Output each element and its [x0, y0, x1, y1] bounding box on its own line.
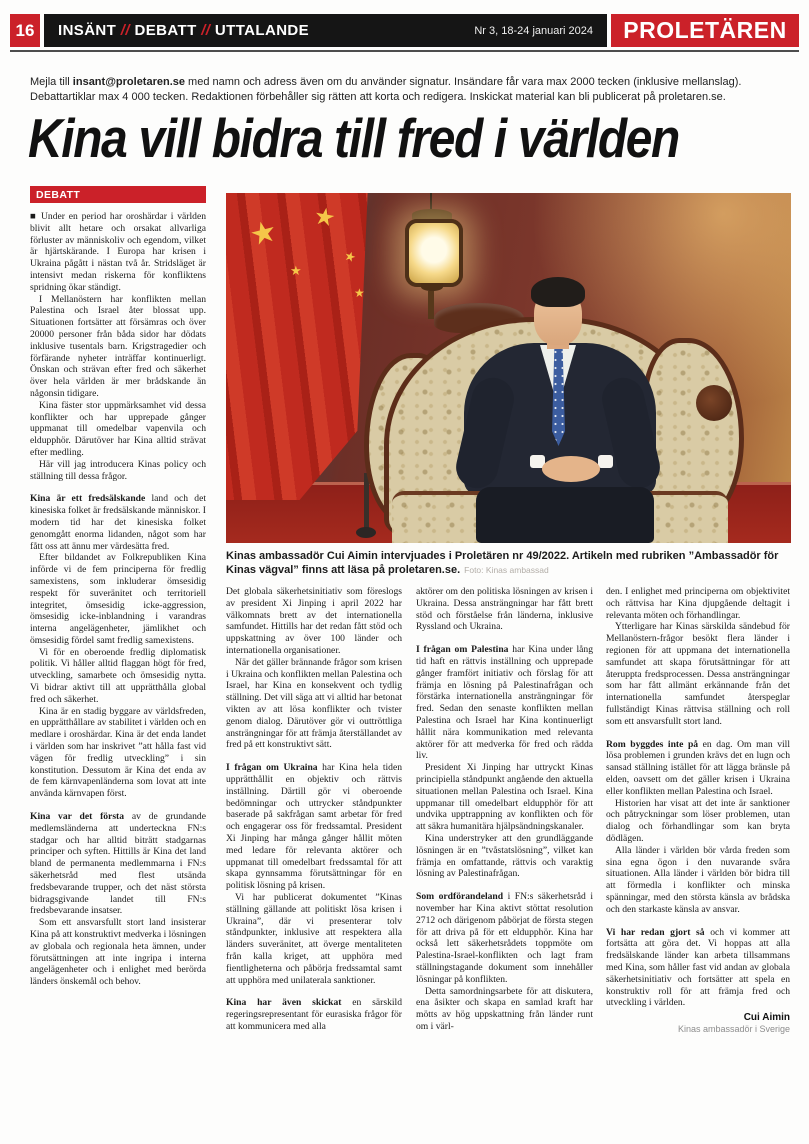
paragraph-lead: I frågan om Ukraina [226, 762, 318, 774]
byline [606, 1012, 790, 1036]
photo-ambassador-hands [542, 456, 600, 482]
article-paragraph: Kina understryker att den grundläggande lösningen är en ”tvåstatslösning”, vilket kan främja en omfattande, rättvis och varaktig lösning av Palestinafrågan. [416, 832, 593, 880]
submission-note [30, 75, 782, 104]
article-paragraph: Rom byggdes inte på en dag. Om man vill lösa problemen i grunden krävs det en lugn och sansad ställning istället för att lägga bränsle på elden, oavsett om det gäller krisen i Ukraina eller konflikten mellan Palestina och Israel. [606, 738, 790, 797]
article-photo [226, 193, 791, 543]
paragraph-lead: Vi har redan gjort så [606, 926, 705, 938]
article-paragraph: Detta samordningsarbete för att diskutera, ena åsikter och skapa en samlad kraft har mötts av hög uppskattning från länder runt om i värl- [416, 985, 593, 1032]
section-title [58, 22, 309, 39]
article-paragraph: Här vill jag introducera Kinas policy och ställning till dessa frågor. [30, 458, 206, 482]
caption-text: Kinas ambassadör Cui Aimin intervjuades i Proletären nr 49/2022. Artikeln med rubriken ”Ambassadör för Kinas vägval” finns att läsa på proletaren.se. [226, 550, 779, 576]
paragraph-lead: Kina är ett fredsälskande [30, 493, 146, 505]
article-paragraph: I frågan om Ukraina har Kina hela tiden upprätthållit en objektiv och rättvis inställning. Därtill gör vi oberoende bedömningar och uttrycker ståndpunkter baserade på sakfrågan samt arbetar för fred och engagerar oss för fredssamtal. President Xi Jinping har många gånger hållit möten med ledare för relevanta aktörer och uppmanat till omedelbart fredssamtal för att skapa gynnsamma förutsättningar för en politisk lösning på krisen. [226, 762, 403, 892]
masthead-logo: PROLETÄREN [611, 14, 799, 47]
article-paragraph: Det globala säkerhetsinitiativ som föreslogs av president Xi Jinping i april 2022 har välkomnats brett av det internationella samfundet. Hittills har det redan fått stöd och uppskattning av över 100 länder och internationella organisationer. [226, 586, 402, 656]
photo-lantern [405, 219, 463, 287]
note-email: insant@proletaren.se [72, 76, 185, 88]
flag-star-icon: ★ [354, 286, 365, 300]
article-paragraph: Kina är en stadig byggare av världsfreden, en upprätthållare av stabilitet i världen och en medlare i oroshärdar. Kina är det enda landet i världen som har inskrivet ”att hålla fast vid vägen för fredlig utveckling” i sin konstitution. Dessutom är Kina det enda av de fem kärnvapenländerna som lovat att inte använda kärnvapen först. [30, 705, 206, 800]
photo-flagpole-base [356, 527, 376, 538]
byline-name: Cui Aimin [743, 1012, 790, 1024]
flag-star-icon: ★ [246, 213, 281, 254]
page-number: 16 [10, 14, 40, 47]
article-paragraph: Vi har redan gjort så och vi kommer att fortsätta att göra det. Vi hoppas att alla fredsälskande länder kan arbeta tillsammans med Kina, som håller fast vid andan av globala säkerhetsinitiativ och fortsätter att spela en konstruktiv roll för att främja fred och utveckling i världen. [606, 926, 790, 1009]
paragraph-lead: Kina har även skickat [226, 997, 342, 1009]
photo-ambassador-legs [476, 487, 654, 543]
flag-star-icon: ★ [290, 264, 302, 279]
article-paragraph: ■ Under en period har oroshärdar i världen blivit allt hetare och orsakat allvarliga förluster av människoliv och egendom, vilket är hjärtskärande. I Europa har krisen i Ukraina pågått i nästan två år. Stridsläget är intensivt medan riskerna för konfliktens spridning ökar ständigt. [30, 211, 206, 293]
article-paragraph: den. I enlighet med principerna om objektivitet och rättvisa har Kina djupgående deltagit i relevanta möten och förhandlingar. [606, 586, 790, 621]
article-paragraph: aktörer om den politiska lösningen av krisen i Ukraina. Dessa ansträngningar har fått brett stöd och förståelse från länderna, inklusive Ryssland och Ukraina. [416, 586, 593, 633]
note-prefix: Mejla till [30, 76, 73, 88]
article-paragraph: Som ett ansvarsfullt stort land insisterar Kina på att konstruktivt medverka i lösningen av globala och regionala heta ämnen, under förutsättningen att inte ingripa i interna angelägenheter och i enlighet med berörda länders önskemål och behov. [30, 917, 206, 988]
article-paragraph: Kina har även skickat en särskild regeringsrepresentant för eurasiska frågor för att kommunicera med alla [226, 997, 402, 1032]
article-paragraph: Kina var det första av de grundande medlemsländerna att underteckna FN:s stadgar och har alltid biträtt stadgarnas principer och syften. Hittills är Kina det land bland de permanenta medlemmarna i FN:s säkerhetsråd med flest utsända fredsbevarande trupper, och det näst största bidragsgivande landet till FN:s fredsbevarande insatser. [30, 811, 206, 917]
section-name: INSÄNT [58, 22, 117, 39]
flag-star-icon: ★ [311, 201, 338, 233]
article-paragraph: President Xi Jinping har uttryckt Kinas principiella ståndpunkt angående den aktuella situationen mellan Palestina och Israel. Kina uppmanar till omedelbart eldupphör för att undvika upptrappning av konflikten och för att säkra humanitära hjälpsändningskanaler. [416, 762, 593, 833]
article-paragraph: Alla länder i världen bör vårda freden som sina egna ögon i den nuvarande svåra situationen. Alla länder i världen bör bidra till att förmedla i konflikter och minska spänningar, med den största känsla av brådska och den starkaste känsla av ansvar. [606, 844, 790, 915]
paragraph-lead: I frågan om Palestina [416, 644, 509, 656]
section-separator: // [116, 22, 135, 39]
photo-credit: Foto: Kinas ambassad [464, 565, 549, 575]
section-name: UTTALANDE [214, 22, 310, 39]
section-bar [44, 14, 607, 47]
paragraph-lead: Kina var det första [30, 811, 125, 823]
debatt-kicker: DEBATT [30, 186, 206, 203]
page-header [10, 14, 799, 47]
article-paragraph: Ytterligare har Kinas särskilda sändebud för Mellanöstern-frågor besökt flera länder i regionen för att uppmana det internationella samfundet att skapa förutsättningar för att återuppta fredsprocessen. Dessa ansträngningar som har fått allmänt erkännande från det internationella samfundet återspeglar fullständigt Kinas rättvisa ställning och roll som ett ansvarsfullt stort land. [606, 621, 790, 727]
section-separator: // [196, 22, 215, 39]
photo-ambassador-tie [552, 348, 565, 446]
photo-caption [226, 549, 791, 577]
photo-chair-armrest-scroll [696, 385, 732, 421]
note-rest: med namn och adress även om du använder signatur. Insändare får vara max 2000 tecken (inklusive mellanslag). Debattartiklar max 4 000 tecken. Redaktionen förbehåller sig rätten att korta och redigera. Inskickat material kan bli publicerat på proletaren.se. [30, 76, 742, 103]
article-paragraph: Kina är ett fredsälskande land och det kinesiska folket är fredsälskande människor. I modern tid har det kinesiska folket genomgått enorma lidanden, något som har fått oss att ännu mer värdesätta fred. [30, 493, 206, 552]
flag-star-icon: ★ [341, 248, 358, 267]
photo-lantern-tassel [428, 291, 434, 319]
photo-ambassador-hair [531, 277, 585, 307]
issue-info: Nr 3, 18-24 januari 2024 [474, 24, 593, 37]
article-headline: Kina vill bidra till fred i världen [28, 107, 679, 169]
article-column-1 [30, 211, 206, 988]
article-paragraph: Kina fäster stor uppmärksamhet vid dessa konflikter och har upprepade gånger uppmanat till omedelbar vapenvila och eldupphör. Därutöver har Kina alltid strävat efter medling. [30, 399, 206, 458]
article-paragraph: Vi har publicerat dokumentet ”Kinas ställning gällande att politiskt lösa krisen i Ukraina”, där vi presenterar tolv ståndpunkter, inklusive att respektera alla länders suveränitet, att överge mentaliteten från kalla kriget, att upphöra med fientligheterna och påbörja fredssamtal samt att upphöra med unilaterala sanktioner. [226, 891, 402, 986]
section-name: DEBATT [134, 22, 197, 39]
paragraph-lead: Rom byggdes inte på [606, 738, 699, 750]
article-paragraph: Historien har visat att det inte är sanktioner och påtryckningar som löser problemen, utan dialog och förhandlingar som kan bryta dödlägen. [606, 797, 790, 844]
article-paragraph: I frågan om Palestina har Kina under lång tid haft en rättvis inställning och upprepade gånger framfört initiativ och förslag för att främja en lösning på Palestinafrågan och förstärka internationella ansträngningar för fred. Sedan den senaste konflikten mellan Palestina och Israel har Kina kontinuerligt hållit nära kommunikation med relevanta aktörer för att medverka för fred och rädda liv. [416, 644, 593, 762]
paragraph-lead: Som ordförandeland [416, 891, 504, 903]
byline-title: Kinas ambassadör i Sverige [677, 1023, 790, 1034]
article-paragraph: När det gäller brännande frågor som krisen i Ukraina och konflikten mellan Palestina och Israel, har Kina en konsekvent och tydlig ställning. Det vill säga att vi alltid har betonat vikten av att lösa konflikter och tvister genom dialog. Därutöver gör vi outtröttliga ansträngningar för att främja återställandet av fred på ett konstruktivt sätt. [226, 656, 402, 751]
article-column-2 [226, 586, 402, 1033]
photo-chinese-flag [226, 193, 368, 500]
article-column-4 [606, 586, 790, 1036]
article-paragraph: I Mellanöstern har konflikten mellan Palestina och Israel åter blossat upp. Situationen fortsätter att försämras och över 20000 personer från båda sidor har dödats inklusive tusentals barn. Krigstragedier och förfärande nyheter inträffar kontinuerligt. Önskan och strävan efter fred och säkerhet över hela världen är mer brådskande än någonsin tidigare. [30, 293, 206, 399]
article-paragraph: Efter bildandet av Folkrepubliken Kina införde vi de fem principerna för fredlig samexistens, som inkluderar ömsesidig respekt för suveränitet och territoriell integritet, ömsesidig icke-aggression, ömsesidig icke-inblandning i varandras interna angelägenheter, jämlikhet och ömsesidig fördel samt fredlig samexistens. [30, 552, 206, 646]
article-paragraph: Som ordförandeland i FN:s säkerhetsråd i november har Kina aktivt stöttat resolution 2712 och därigenom påbörjat de första stegen för att driva på för ett eldupphör. Kina har också lett säkerhetsrådets toppmöte om Palestina-Israel-konflikten och lagt fram ställningstagande dokument som innehåller lösningar på konflikten. [416, 891, 593, 985]
article-column-3 [416, 586, 593, 1033]
photo-ambassador-cuff-right [598, 455, 613, 468]
header-rule [10, 50, 799, 52]
article-paragraph: Vi för en oberoende fredlig diplomatisk politik. Vi håller alltid flaggan högt för fred, utveckling, samarbete och ömsesidig nytta. Vi bidrar aktivt till att upprätthålla global fred och säkerhet. [30, 646, 206, 705]
photo-lantern-bottom [421, 283, 443, 291]
